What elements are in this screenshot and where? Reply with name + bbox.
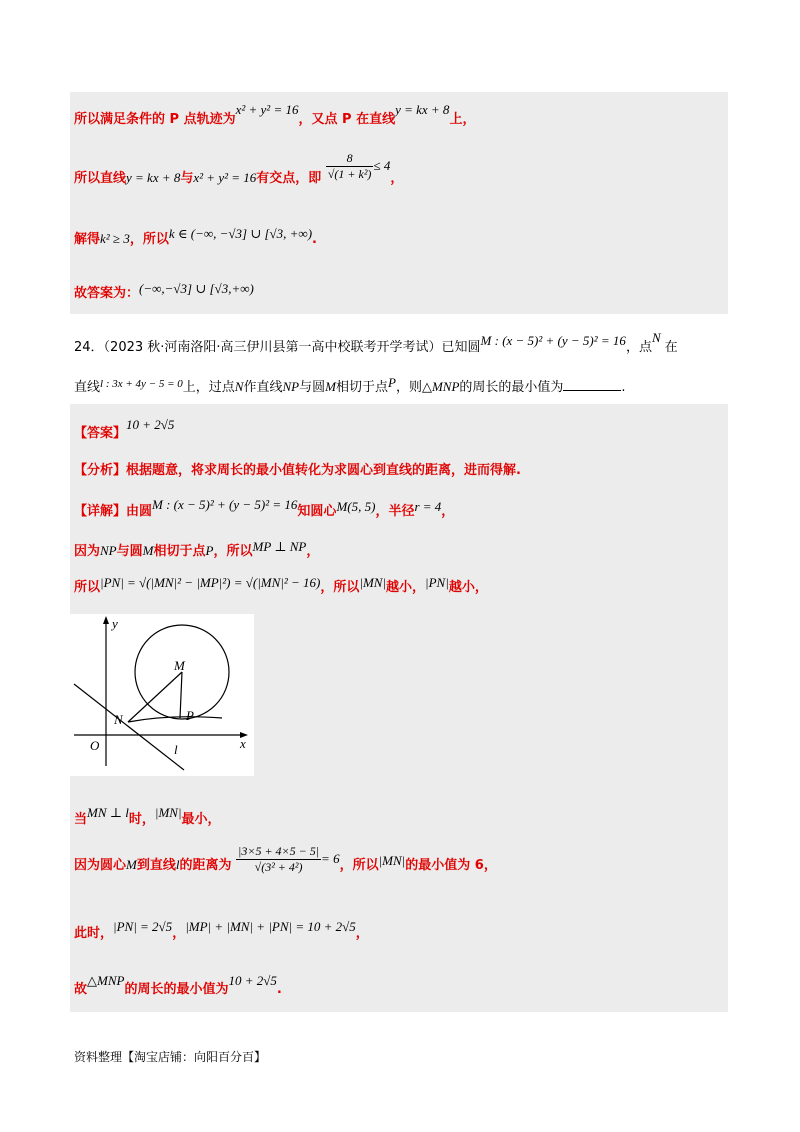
footer-credit: 资料整理【淘宝店铺：向阳百分百】 bbox=[74, 1050, 267, 1064]
label-l: l bbox=[174, 742, 178, 757]
label-p: P bbox=[186, 708, 194, 723]
question-line-1: 24．（2023 秋·河南洛阳·高三伊川县第一高中校联考开学考试）已知圆M : (x − 5)² + (y − 5)² = 16，点N在 bbox=[74, 330, 678, 355]
detail-line-7: 故△MNP的周长的最小值为10 + 2√5. bbox=[74, 973, 282, 997]
prev-line-2: 所以直线y = kx + 8与x² + y² = 16有交点，即 $\frac{8}{\text{√(1 + k²)}}$ ≤ 4， bbox=[74, 151, 404, 186]
detail-line-2: 因为NP与圆M相切于点P，所以MP ⊥ NP， bbox=[74, 539, 320, 559]
prev-line-3: 解得k² ≥ 3，所以k ∈ (−∞, −√3] ∪ [√3, +∞). bbox=[74, 226, 317, 247]
label-o: O bbox=[90, 738, 100, 753]
label-m: M bbox=[174, 658, 185, 673]
detail-line-6: 此时，|PN| = 2√5，|MP| + |MN| + |PN| = 10 + 2√5， bbox=[74, 919, 369, 941]
label-y: y bbox=[112, 616, 118, 631]
detail-line-4: 当MN ⊥ l时，|MN|最小， bbox=[74, 805, 221, 827]
analysis-line: 【分析】根据题意，将求周长的最小值转化为求圆心到直线的距离，进而得解. bbox=[74, 463, 521, 478]
prev-line-4: 故答案为：(−∞,−√3] ∪ [√3,+∞) bbox=[74, 281, 254, 301]
answer-line: 【答案】10 + 2√5 bbox=[74, 417, 175, 441]
label-x: x bbox=[240, 736, 246, 751]
detail-line-1: 【详解】由圆M : (x − 5)² + (y − 5)² = 16知圆心M(5, 5)，半径r = 4， bbox=[74, 497, 455, 519]
detail-line-3: 所以|PN| = √(|MN|² − |MP|²) = √(|MN|² − 16)，所以|MN|越小，|PN|越小， bbox=[74, 575, 488, 595]
label-n: N bbox=[114, 712, 123, 727]
question-line-2: 直线$^{l : 3x + 4y - 5 = 0}$上，过点N作直线NP与圆M相切于点P，则△MNP的周长的最小值为 . bbox=[74, 375, 626, 395]
prev-line-1: 所以满足条件的 P 点轨迹为x² + y² = 16，又点 P 在直线y = kx + 8上， bbox=[74, 102, 476, 127]
geometry-figure bbox=[70, 614, 254, 776]
answer-blank bbox=[563, 390, 621, 391]
detail-line-5: 因为圆心M到直线l的距离为 $\frac{|3\times 5 + 4\times 5 - 5|}{\text{√(3² + 4²)}}$ = 6，所以|MN|的最小值为 6， bbox=[74, 844, 497, 874]
